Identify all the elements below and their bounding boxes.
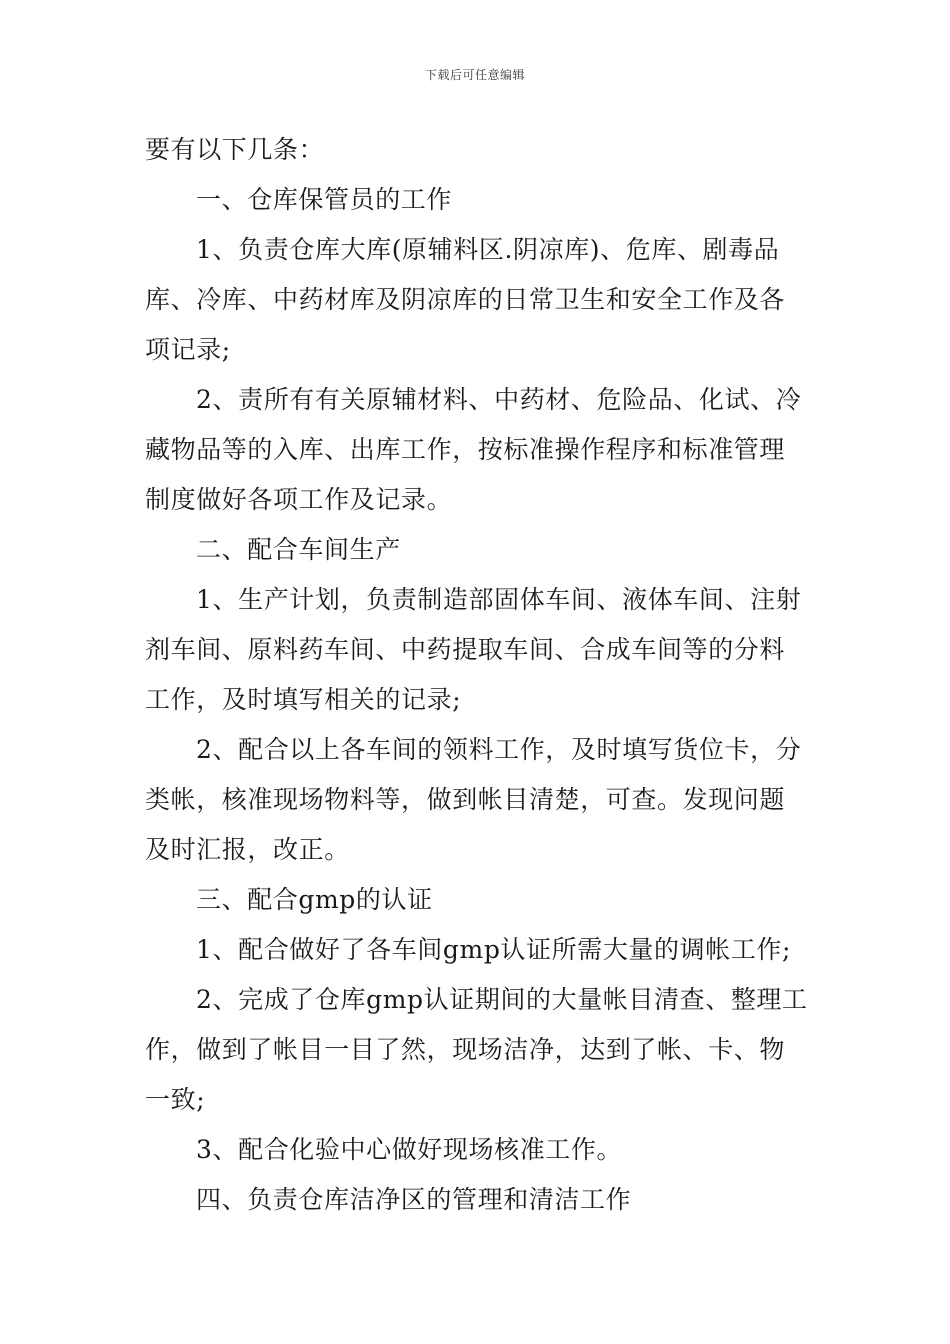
paragraph: 1、配合做好了各车间gmp认证所需大量的调帐工作; [196,935,792,964]
paragraph: 1、负责仓库大库(原辅料区.阴凉库)、危库、剧毒品库、冷库、中药材库及阴凉库的日常卫生和安全工作及各项记录; [145,235,786,364]
paragraph: 2、责所有有关原辅材料、中药材、危险品、化试、冷藏物品等的入库、出库工作，按标准操作程序和标准管理制度做好各项工作及记录。 [145,385,802,514]
intro-paragraph: 要有以下几条： [145,135,325,164]
section-heading-4: 四、负责仓库洁净区的管理和清洁工作 [196,1185,632,1214]
document-body [145,125,810,1225]
paragraph: 1、生产计划，负责制造部固体车间、液体车间、注射剂车间、原料药车间、中药提取车间、合成车间等的分料工作，及时填写相关的记录; [145,585,802,714]
paragraph: 3、配合化验中心做好现场核准工作。 [196,1135,623,1164]
section-heading-3: 三、配合gmp的认证 [196,885,433,914]
paragraph: 2、完成了仓库gmp认证期间的大量帐目清查、整理工作，做到了帐目一目了然，现场洁净，达到了帐、卡、物一致; [145,985,808,1114]
paragraph: 2、配合以上各车间的领料工作，及时填写货位卡，分类帐，核准现场物料等，做到帐目清楚，可查。发现问题及时汇报，改正。 [145,735,802,864]
section-heading-1: 一、仓库保管员的工作 [196,185,453,214]
page-header: 下载后可任意编辑 [424,68,525,82]
section-heading-2: 二、配合车间生产 [196,535,401,564]
